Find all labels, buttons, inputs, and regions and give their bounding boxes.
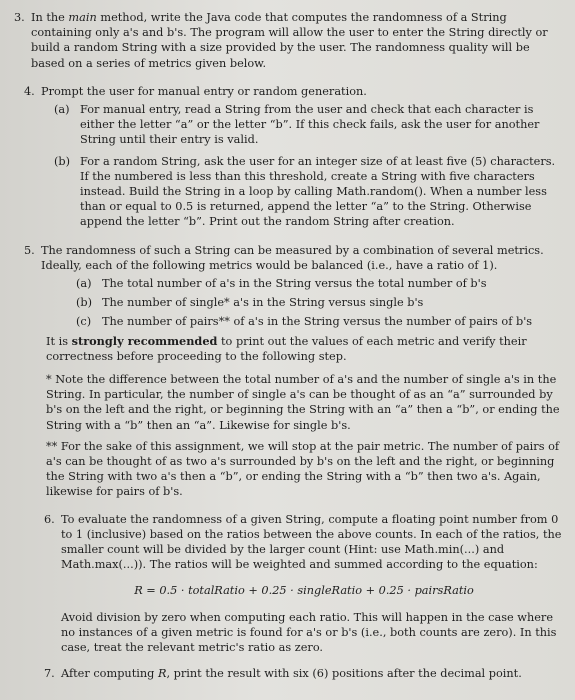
emphasis-text: main (68, 11, 97, 24)
item-5a (76, 276, 564, 291)
item-7-text (61, 666, 564, 681)
item-4 (24, 84, 564, 99)
sub-label: (b) (76, 296, 93, 310)
sub-label: (b) (54, 154, 71, 168)
item-4b-text: For a random String, ask the user for an integer size of at least five (5) characters. If the numbered is less than this threshold, create a String with five characters instead. Build the String in a loop by calling Math.random(). When a number less than or equal to 0.5 is returned, append the letter “a” to the String. Otherwise append the letter “b”. Print out the random String after creation. (80, 154, 556, 229)
item-4a-text: For manual entry, read a String from the user and check that each character is either the letter “a” or the letter “b”. If this check fails, ask the user for another String until their entry is valid. (80, 103, 540, 147)
note-single: * Note the difference between the total number of a's and the number of single a's in the String. In particular, the number of single a's can be thought of as an “a” surrounded by b's on the left and the right, or beginning the String with an “a” then a “b”, or ending the String with a “b” then an “a”. Likewise for single b's. (46, 373, 560, 432)
item-4-text: Prompt the user for manual entry or random generation. (41, 84, 367, 98)
item-number: 6. (44, 512, 55, 526)
emphasis-text: R (157, 667, 167, 681)
text-span: After computing (61, 667, 158, 681)
item-number: 5. (24, 243, 35, 257)
recommendation-text (46, 334, 564, 364)
item-5b (76, 295, 564, 310)
item-5a-text: The total number of a's in the String versus the total number of b's (102, 277, 487, 291)
text-span: In the (31, 11, 69, 24)
item-7 (44, 666, 564, 681)
item-5-text: The randomness of such a String can be measured by a combination of several metrics. Ideally, each of the following metrics would be balanced (i.e., have a ratio of 1). (41, 243, 544, 272)
item-6-text: To evaluate the randomness of a given String, compute a floating point number from 0 to 1 (inclusive) based on the ratios between the above counts. In each of the ratios, the smaller count will be divided by the larger count (Hint: use Math.min(...) and Math.max(...)). The ratios will be weighted and summed according to the equation: (61, 512, 562, 572)
item-number: 4. (24, 84, 35, 98)
item-number: 7. (44, 667, 55, 681)
item-3-text (31, 10, 564, 71)
item-4b (54, 154, 564, 230)
text-span: method, write the Java code that computes the randomness of a String containing only a's and b's. The program will allow the user to enter the String directly or build a random String with a size provided by the user. The randomness quality will be based on a series of metrics given below. (31, 11, 548, 70)
item-4a (54, 102, 564, 148)
text-span: It is (46, 334, 72, 348)
sub-label: (c) (76, 315, 92, 329)
sub-label: (a) (76, 277, 92, 291)
item-5b-text: The number of single* a's in the String versus single b's (102, 296, 424, 310)
text-span: , print the result with six (6) positions after the decimal point. (166, 667, 522, 681)
item-6-after-text: Avoid division by zero when computing each ratio. This will happen in the case where no instances of a given metric is found for a's or b's (i.e., both counts are zero). In this case, treat the relevant metric's ratio as zero. (61, 610, 557, 655)
randomness-equation: R = 0.5 · totalRatio + 0.25 · singleRatio + 0.25 · pairsRatio (134, 583, 474, 597)
item-5c (76, 314, 564, 329)
item-3 (14, 10, 564, 71)
item-5 (24, 243, 564, 273)
assignment-text (14, 10, 564, 682)
sub-label: (a) (54, 103, 70, 117)
item-6 (44, 512, 564, 573)
item-5c-text: The number of pairs** of a's in the String versus the number of pairs of b's (102, 315, 533, 329)
note-pairs: ** For the sake of this assignment, we will stop at the pair metric. The number of pairs of a's can be thought of as two a's surrounded by b's on the left and the right, or beginning the String with two a's then a “b”, or ending the String with a “b” then two a's. Again, likewise for pairs of b's. (46, 439, 560, 499)
text-span: to print out the values of each metric and verify their correctness before proceeding to the following step. (46, 334, 527, 363)
item-number: 3. (14, 11, 25, 24)
bold-text: strongly recommended (71, 333, 218, 348)
